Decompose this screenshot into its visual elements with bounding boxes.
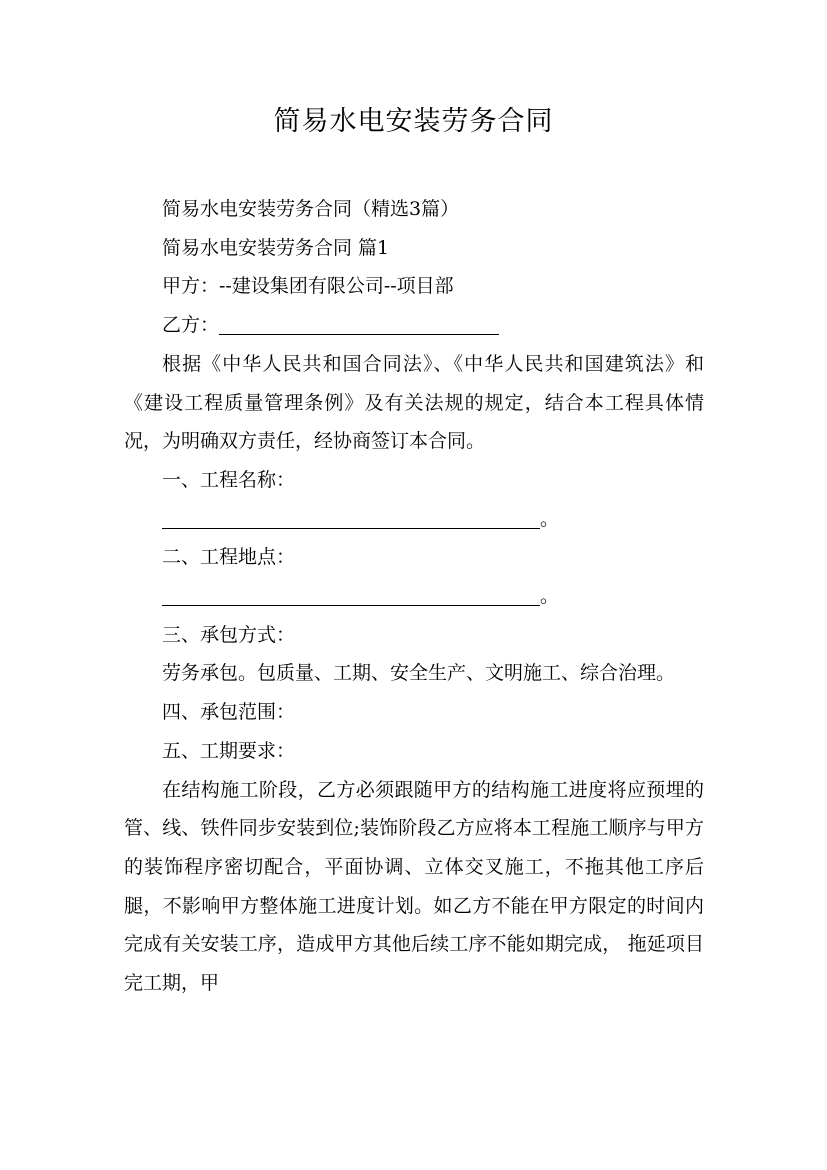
project-location-blank-line (162, 583, 540, 606)
document-body (124, 190, 704, 1003)
project-name-blank-line (162, 506, 540, 529)
paragraph-party-a: 甲方：--建设集团有限公司--项目部 (162, 275, 454, 298)
paragraph-contract-method: 劳务承包。包质量、工期、安全生产、文明施工、综合治理。 (162, 662, 676, 685)
paragraph-contract-method-label: 三、承包方式： (162, 623, 296, 646)
paragraph-project-name-label: 一、工程名称： (162, 468, 296, 491)
paragraph-preamble: 根据《中华人民共和国合同法》、《中华人民共和国建筑法》和《建设工程质量管理条例》及有关法规的规定，结合本工程具体情况，为明确双方责任，经协商签订本合同。 (124, 352, 704, 453)
paragraph-schedule-label: 五、工期要求： (162, 739, 296, 762)
paragraph-project-name-blank (124, 500, 704, 539)
paragraph-section-heading: 简易水电安装劳务合同 篇1 (162, 236, 390, 259)
paragraph-schedule-requirements: 在结构施工阶段，乙方必须跟随甲方的结构施工进度将应预埋的管、线、铁件同步安装到位;装饰阶段乙方应将本工程施工顺序与甲方的装饰程序密切配合，平面协调、立体交叉施工，不拖其他工序后腿，不影响甲方整体施工进度计划。如乙方不能在甲方限定的时间内完成有关安装工序，造成甲方其他后续工序不能如期完成， 拖延项目完工期，甲 (124, 778, 704, 995)
project-name-end-mark: 。 (540, 507, 560, 530)
party-b-blank-line (219, 312, 499, 335)
document-title: 简易水电安装劳务合同 (273, 106, 554, 137)
paragraph-project-location-blank (124, 577, 704, 616)
paragraph-subtitle: 简易水电安装劳务合同（精选3篇） (162, 198, 460, 220)
project-location-end-mark: 。 (540, 585, 560, 608)
party-b-label: 乙方： (162, 314, 220, 337)
paragraph-project-location-label: 二、工程地点： (162, 546, 296, 569)
paragraph-party-b (124, 306, 704, 345)
paragraph-contract-scope-label: 四、承包范围： (162, 701, 296, 724)
